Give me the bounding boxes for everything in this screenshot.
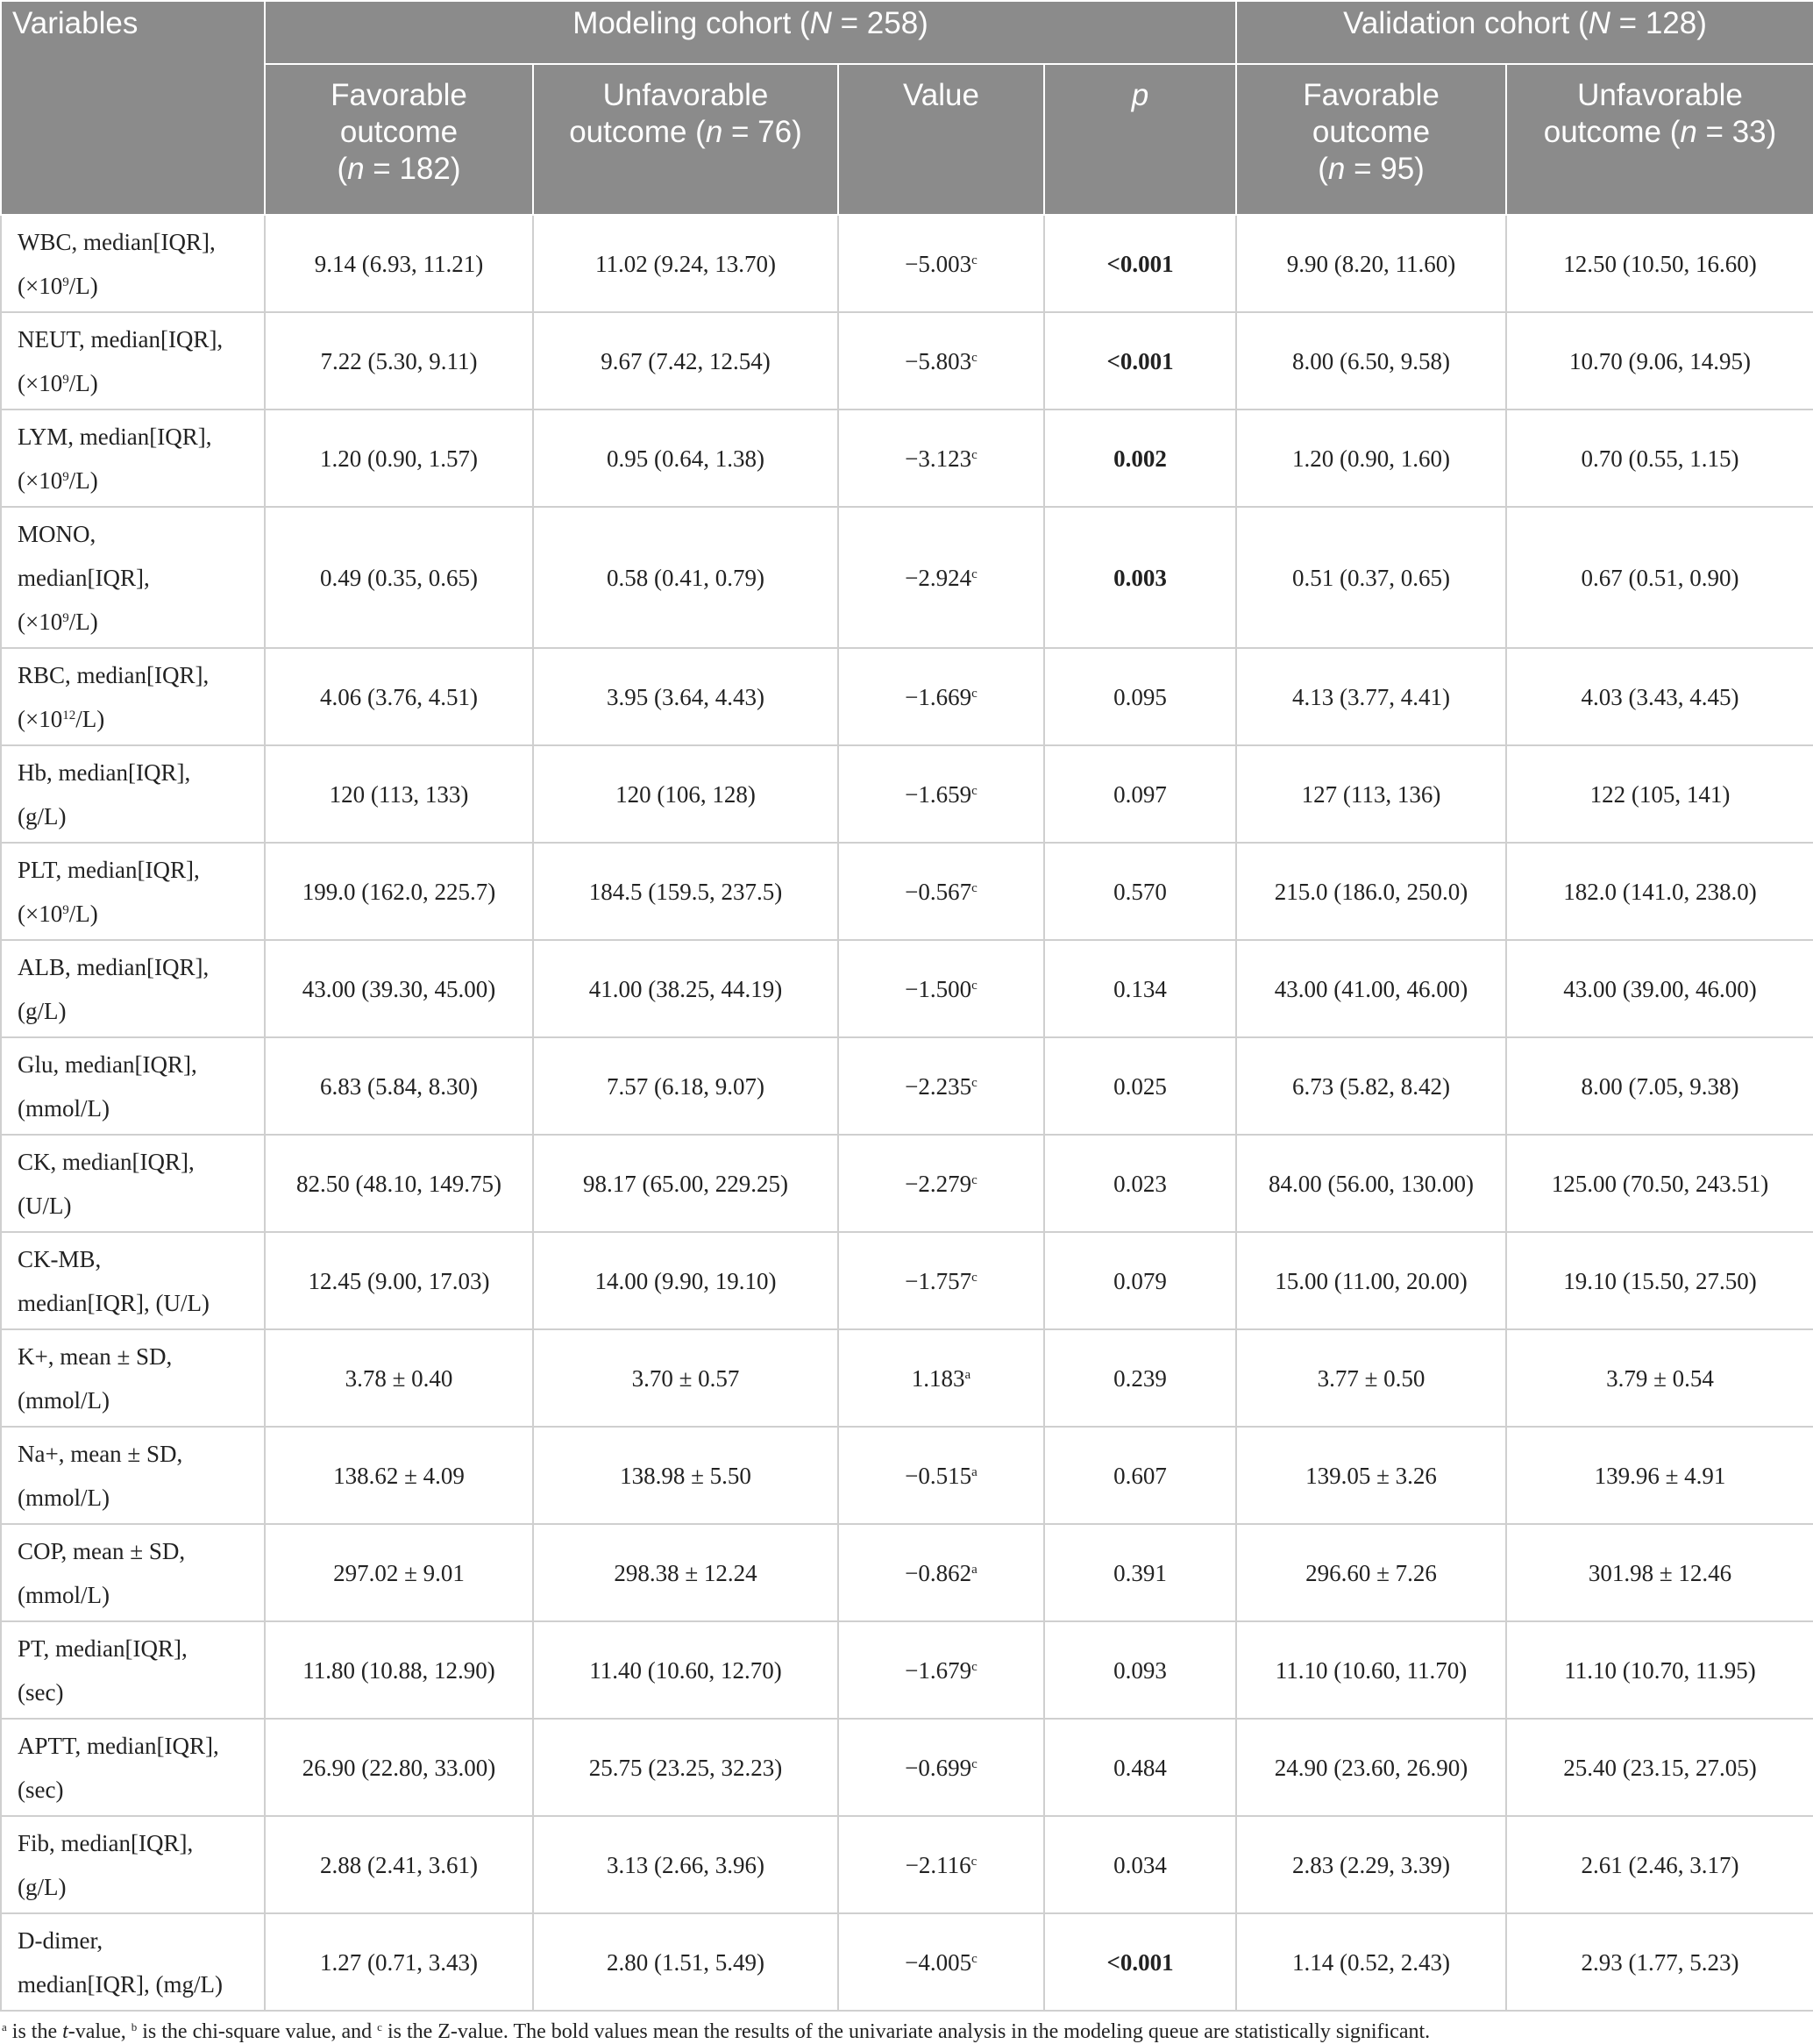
unfavorable-modeling-cell: 3.70 ± 0.57	[533, 1329, 838, 1427]
favorable-validation-cell: 24.90 (23.60, 26.90)	[1236, 1719, 1506, 1816]
favorable-validation-cell: 3.77 ± 0.50	[1236, 1329, 1506, 1427]
table-row	[1, 410, 1813, 507]
p-value-cell: 0.025	[1044, 1037, 1236, 1135]
table-row	[1, 507, 1813, 648]
p-header: p	[1044, 64, 1236, 215]
p-value-cell: 0.002	[1044, 410, 1236, 507]
favorable-validation-cell: 9.90 (8.20, 11.60)	[1236, 215, 1506, 312]
variable-cell: ALB, median[IQR], (g/L)	[1, 940, 265, 1037]
favorable-modeling-cell: 0.49 (0.35, 0.65)	[265, 507, 533, 648]
favorable-modeling-cell: 43.00 (39.30, 45.00)	[265, 940, 533, 1037]
p-value-cell: 0.239	[1044, 1329, 1236, 1427]
table-footnote: $^a$ is the t-value, $^b$ is the chi-square value, and $^c$ is the Z-value. The bold values mean the results of the univariate analysis in the modeling queue are statistically significant.	[2, 2020, 1431, 2043]
value-cell: −0.567$^c$	[838, 843, 1044, 940]
favorable-modeling-cell: 2.88 (2.41, 3.61)	[265, 1816, 533, 1913]
variable-cell: NEUT, median[IQR], $(\times 10^9/L)$	[1, 312, 265, 410]
favorable-validation-cell: 11.10 (10.60, 11.70)	[1236, 1621, 1506, 1719]
variable-cell: D-dimer, median[IQR], (mg/L)	[1, 1913, 265, 2011]
favorable-validation-cell: 4.13 (3.77, 4.41)	[1236, 648, 1506, 745]
unfavorable-modeling-cell: 7.57 (6.18, 9.07)	[533, 1037, 838, 1135]
variable-cell: Hb, median[IQR], (g/L)	[1, 745, 265, 843]
value-cell: −5.003$^c$	[838, 215, 1044, 312]
favorable-modeling-cell: 11.80 (10.88, 12.90)	[265, 1621, 533, 1719]
unfavorable-validation-cell: 0.67 (0.51, 0.90)	[1506, 507, 1813, 648]
unfavorable-validation-cell: 10.70 (9.06, 14.95)	[1506, 312, 1813, 410]
value-header: Value	[838, 64, 1044, 215]
p-value-cell: 0.097	[1044, 745, 1236, 843]
unfavorable-validation-cell: 4.03 (3.43, 4.45)	[1506, 648, 1813, 745]
favorable-validation-cell: 0.51 (0.37, 0.65)	[1236, 507, 1506, 648]
table-body	[1, 215, 1813, 2011]
variable-cell: PT, median[IQR], (sec)	[1, 1621, 265, 1719]
favorable-modeling-cell: 138.62 ± 4.09	[265, 1427, 533, 1524]
variable-cell: Fib, median[IQR], (g/L)	[1, 1816, 265, 1913]
value-cell: −1.757$^c$	[838, 1232, 1044, 1329]
p-value-cell: 0.484	[1044, 1719, 1236, 1816]
variable-cell: Na+, mean ± SD, (mmol/L)	[1, 1427, 265, 1524]
favorable-modeling-cell: 3.78 ± 0.40	[265, 1329, 533, 1427]
modeling-cohort-header: Modeling cohort (N = 258)	[265, 1, 1236, 64]
p-value-cell: 0.034	[1044, 1816, 1236, 1913]
variable-cell: RBC, median[IQR], $(\times 10^{12}/L)$	[1, 648, 265, 745]
p-value-cell: 0.570	[1044, 843, 1236, 940]
p-value-cell: 0.391	[1044, 1524, 1236, 1621]
variable-cell: CK, median[IQR], (U/L)	[1, 1135, 265, 1232]
unfavorable-validation-cell: 19.10 (15.50, 27.50)	[1506, 1232, 1813, 1329]
table-row	[1, 1524, 1813, 1621]
unfavorable-modeling-cell: 9.67 (7.42, 12.54)	[533, 312, 838, 410]
variable-cell: Glu, median[IQR], (mmol/L)	[1, 1037, 265, 1135]
favorable-validation-cell: 43.00 (41.00, 46.00)	[1236, 940, 1506, 1037]
table-row	[1, 648, 1813, 745]
favorable-modeling-cell: 199.0 (162.0, 225.7)	[265, 843, 533, 940]
p-value-cell: 0.607	[1044, 1427, 1236, 1524]
p-value-cell: 0.079	[1044, 1232, 1236, 1329]
validation-cohort-header: Validation cohort (N = 128)	[1236, 1, 1813, 64]
value-cell: −1.500$^c$	[838, 940, 1044, 1037]
value-cell: −5.803$^c$	[838, 312, 1044, 410]
variable-cell: COP, mean ± SD, (mmol/L)	[1, 1524, 265, 1621]
value-cell: −1.669$^c$	[838, 648, 1044, 745]
unfavorable-validation-cell: 25.40 (23.15, 27.05)	[1506, 1719, 1813, 1816]
favorable-modeling-header: Favorable outcome (n = 182)	[265, 64, 533, 215]
unfavorable-modeling-cell: 2.80 (1.51, 5.49)	[533, 1913, 838, 2011]
variable-cell: MONO, median[IQR], $(\times 10^9/L)$	[1, 507, 265, 648]
favorable-modeling-cell: 4.06 (3.76, 4.51)	[265, 648, 533, 745]
favorable-modeling-cell: 7.22 (5.30, 9.11)	[265, 312, 533, 410]
value-cell: −2.116$^c$	[838, 1816, 1044, 1913]
favorable-validation-header: Favorable outcome (n = 95)	[1236, 64, 1506, 215]
variable-cell: APTT, median[IQR], (sec)	[1, 1719, 265, 1816]
variable-cell: K+, mean ± SD, (mmol/L)	[1, 1329, 265, 1427]
favorable-modeling-cell: 1.20 (0.90, 1.57)	[265, 410, 533, 507]
unfavorable-validation-cell: 125.00 (70.50, 243.51)	[1506, 1135, 1813, 1232]
unfavorable-modeling-cell: 0.95 (0.64, 1.38)	[533, 410, 838, 507]
favorable-validation-cell: 1.14 (0.52, 2.43)	[1236, 1913, 1506, 2011]
value-cell: −2.279$^c$	[838, 1135, 1044, 1232]
unfavorable-validation-cell: 182.0 (141.0, 238.0)	[1506, 843, 1813, 940]
table-row	[1, 1913, 1813, 2011]
unfavorable-validation-cell: 139.96 ± 4.91	[1506, 1427, 1813, 1524]
p-value-cell: 0.093	[1044, 1621, 1236, 1719]
p-value-cell: 0.003	[1044, 507, 1236, 648]
p-value-cell: 0.095	[1044, 648, 1236, 745]
unfavorable-modeling-cell: 0.58 (0.41, 0.79)	[533, 507, 838, 648]
table-row	[1, 215, 1813, 312]
unfavorable-modeling-cell: 298.38 ± 12.24	[533, 1524, 838, 1621]
unfavorable-modeling-cell: 3.13 (2.66, 3.96)	[533, 1816, 838, 1913]
p-value-cell: <0.001	[1044, 215, 1236, 312]
variable-cell: LYM, median[IQR], $(\times 10^9/L)$	[1, 410, 265, 507]
unfavorable-modeling-cell: 3.95 (3.64, 4.43)	[533, 648, 838, 745]
favorable-modeling-cell: 6.83 (5.84, 8.30)	[265, 1037, 533, 1135]
unfavorable-validation-cell: 43.00 (39.00, 46.00)	[1506, 940, 1813, 1037]
unfavorable-modeling-cell: 184.5 (159.5, 237.5)	[533, 843, 838, 940]
p-value-cell: 0.134	[1044, 940, 1236, 1037]
unfavorable-validation-cell: 8.00 (7.05, 9.38)	[1506, 1037, 1813, 1135]
unfavorable-validation-cell: 12.50 (10.50, 16.60)	[1506, 215, 1813, 312]
p-value-cell: <0.001	[1044, 312, 1236, 410]
value-cell: −1.659$^c$	[838, 745, 1044, 843]
p-value-cell: <0.001	[1044, 1913, 1236, 2011]
table-row	[1, 1621, 1813, 1719]
table-row	[1, 940, 1813, 1037]
favorable-validation-cell: 84.00 (56.00, 130.00)	[1236, 1135, 1506, 1232]
favorable-modeling-cell: 9.14 (6.93, 11.21)	[265, 215, 533, 312]
value-cell: −0.515$^a$	[838, 1427, 1044, 1524]
value-cell: −1.679$^c$	[838, 1621, 1044, 1719]
unfavorable-modeling-header: Unfavorable outcome (n = 76)	[533, 64, 838, 215]
unfavorable-modeling-cell: 138.98 ± 5.50	[533, 1427, 838, 1524]
variable-cell: CK-MB, median[IQR], (U/L)	[1, 1232, 265, 1329]
unfavorable-modeling-cell: 14.00 (9.90, 19.10)	[533, 1232, 838, 1329]
unfavorable-validation-cell: 0.70 (0.55, 1.15)	[1506, 410, 1813, 507]
p-value-cell: 0.023	[1044, 1135, 1236, 1232]
table-row	[1, 1037, 1813, 1135]
unfavorable-modeling-cell: 98.17 (65.00, 229.25)	[533, 1135, 838, 1232]
favorable-validation-cell: 215.0 (186.0, 250.0)	[1236, 843, 1506, 940]
table-header	[1, 1, 1813, 215]
unfavorable-validation-header: Unfavorable outcome (n = 33)	[1506, 64, 1813, 215]
table-row	[1, 745, 1813, 843]
favorable-validation-cell: 296.60 ± 7.26	[1236, 1524, 1506, 1621]
unfavorable-modeling-cell: 25.75 (23.25, 32.23)	[533, 1719, 838, 1816]
unfavorable-validation-cell: 122 (105, 141)	[1506, 745, 1813, 843]
table-row	[1, 1816, 1813, 1913]
table-row	[1, 312, 1813, 410]
unfavorable-validation-cell: 11.10 (10.70, 11.95)	[1506, 1621, 1813, 1719]
favorable-validation-cell: 8.00 (6.50, 9.58)	[1236, 312, 1506, 410]
unfavorable-modeling-cell: 120 (106, 128)	[533, 745, 838, 843]
unfavorable-validation-cell: 301.98 ± 12.46	[1506, 1524, 1813, 1621]
favorable-modeling-cell: 1.27 (0.71, 3.43)	[265, 1913, 533, 2011]
favorable-modeling-cell: 82.50 (48.10, 149.75)	[265, 1135, 533, 1232]
unfavorable-modeling-cell: 41.00 (38.25, 44.19)	[533, 940, 838, 1037]
value-cell: −2.235$^c$	[838, 1037, 1044, 1135]
unfavorable-validation-cell: 2.61 (2.46, 3.17)	[1506, 1816, 1813, 1913]
unfavorable-modeling-cell: 11.02 (9.24, 13.70)	[533, 215, 838, 312]
table-row	[1, 1232, 1813, 1329]
favorable-validation-cell: 127 (113, 136)	[1236, 745, 1506, 843]
unfavorable-modeling-cell: 11.40 (10.60, 12.70)	[533, 1621, 838, 1719]
favorable-validation-cell: 1.20 (0.90, 1.60)	[1236, 410, 1506, 507]
table-row	[1, 1427, 1813, 1524]
variable-cell: PLT, median[IQR], $(\times 10^9/L)$	[1, 843, 265, 940]
favorable-validation-cell: 2.83 (2.29, 3.39)	[1236, 1816, 1506, 1913]
favorable-validation-cell: 6.73 (5.82, 8.42)	[1236, 1037, 1506, 1135]
value-cell: −4.005$^c$	[838, 1913, 1044, 2011]
table-row	[1, 1135, 1813, 1232]
value-cell: −3.123$^c$	[838, 410, 1044, 507]
favorable-modeling-cell: 12.45 (9.00, 17.03)	[265, 1232, 533, 1329]
table-row	[1, 1329, 1813, 1427]
value-cell: −2.924$^c$	[838, 507, 1044, 648]
table-row	[1, 1719, 1813, 1816]
value-cell: 1.183$^a$	[838, 1329, 1044, 1427]
favorable-modeling-cell: 26.90 (22.80, 33.00)	[265, 1719, 533, 1816]
table-row	[1, 843, 1813, 940]
unfavorable-validation-cell: 2.93 (1.77, 5.23)	[1506, 1913, 1813, 2011]
unfavorable-validation-cell: 3.79 ± 0.54	[1506, 1329, 1813, 1427]
variables-header: Variables	[1, 1, 265, 215]
value-cell: −0.699$^c$	[838, 1719, 1044, 1816]
value-cell: −0.862$^a$	[838, 1524, 1044, 1621]
favorable-validation-cell: 15.00 (11.00, 20.00)	[1236, 1232, 1506, 1329]
variable-cell: WBC, median[IQR], $(\times 10^9/L)$	[1, 215, 265, 312]
favorable-validation-cell: 139.05 ± 3.26	[1236, 1427, 1506, 1524]
favorable-modeling-cell: 120 (113, 133)	[265, 745, 533, 843]
favorable-modeling-cell: 297.02 ± 9.01	[265, 1524, 533, 1621]
